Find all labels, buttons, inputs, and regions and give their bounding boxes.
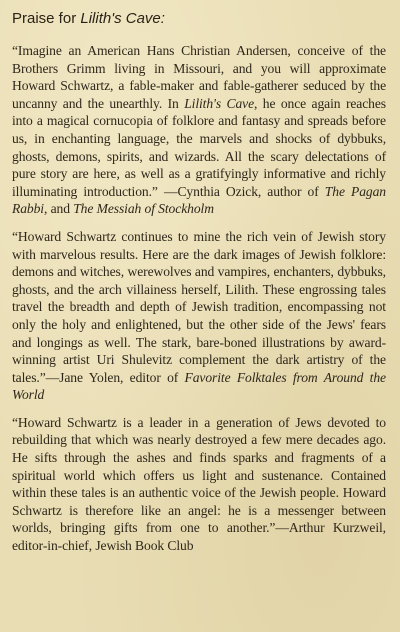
- heading-prefix: Praise for: [12, 10, 81, 27]
- praise-heading: [12, 10, 386, 28]
- blurb-segment-italic: The Pagan Rabbi: [12, 183, 386, 217]
- heading-book-title: Lilith's Cave:: [80, 10, 165, 27]
- blurb-segment: “Howard Schwartz is a leader in a generation of Jews devoted to rebuilding that which was nearly destroyed a few mere decades ago. He sifts through the ashes and finds sparks and fragments of a spiritual world which offers us light and sustenance. Contained within these tales is an authentic voice of the Jewish people. Howard Schwartz is therefore like an angel: he is a messenger between worlds, bringing gifts from one to another.”—Arthur Kurzweil, editor-in-chief, Jewish Book Club: [12, 414, 386, 554]
- blurb-segment-italic: Favorite Folktales from Around the World: [12, 369, 386, 403]
- blurb-segment: “Howard Schwartz continues to mine the rich vein of Jewish story with marvelous results. Here are the dark images of Jewish folklore: demons and witches, werewolves and vampires, enchanters, dybbuks, ghosts, and the arch villainess herself, Lilith. These engrossing tales travel the breadth and depth of Jewish tradition, encompassing not only the holy and enlightened, but the other side of the Jews' fears and longings as well. The stark, bare-boned illustrations by award-winning artist Uri Shulevitz complement the dark artistry of the tales.”—Jane Yolen, editor of: [12, 228, 386, 385]
- blurb-segment: , and: [43, 201, 74, 217]
- blurb-segment: , he once again reaches into a magical cornucopia of folklore and fantasy and spreads before us, in enchanting language, the marvels and shocks of dybbuks, ghosts, demons, spirits, and wizards. All the scary delectations of pure story are here, as well as a gratifyingly informative and richly illuminating introduction.” —Cynthia Ozick, author of: [12, 95, 386, 199]
- blurb-yolen: [12, 228, 386, 404]
- blurb-kurzweil: [12, 414, 386, 555]
- blurb-segment-italic: Lilith's Cave: [184, 95, 255, 111]
- blurb-segment-italic: The Messiah of Stockholm: [73, 201, 214, 217]
- blurb-ozick: [12, 42, 386, 218]
- blurb-segment: “Imagine an American Hans Christian Andersen, conceive of the Brothers Grimm living in Missouri, and you will approximate Howard Schwartz, a fable-maker and fable-gatherer seduced by the uncanny and the unearthly. In: [12, 43, 386, 111]
